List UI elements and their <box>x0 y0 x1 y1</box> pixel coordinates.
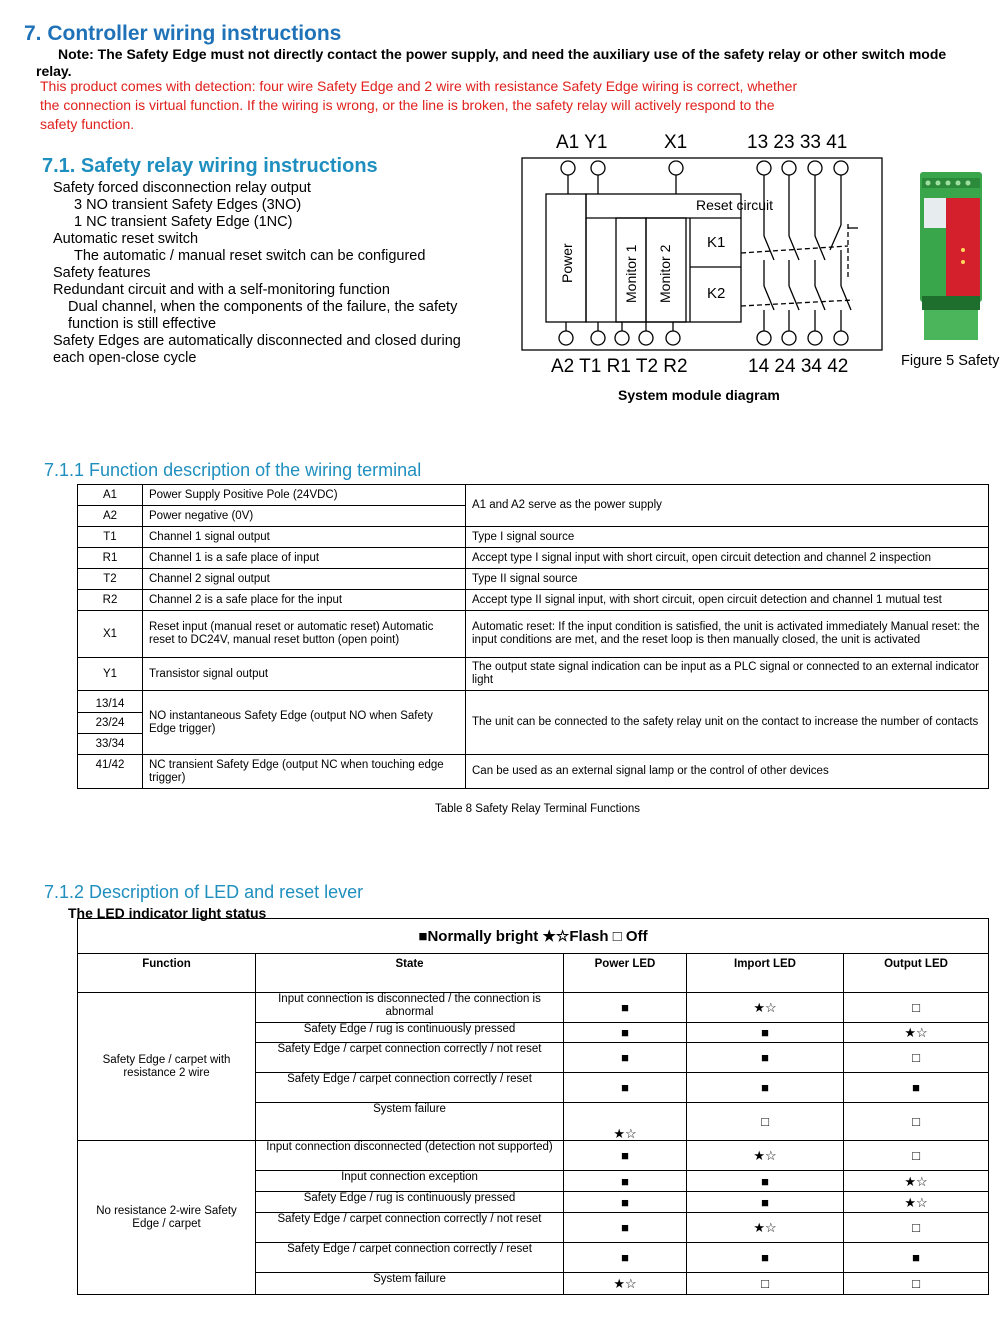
power-led-cell: ■ <box>564 1192 687 1213</box>
terminal-cell: A2 <box>78 506 143 527</box>
warning-text: This product comes with detection: four wire Safety Edge and 2 wire with resistance Safety Edge wiring is correct, whether the connection is virtual function. If the wiring is wrong, or the line is broken, the safety relay will actively respond to the safety function. <box>40 78 798 132</box>
name-cell: Channel 1 is a safe place of input <box>143 548 466 569</box>
k2-label: K2 <box>707 285 726 302</box>
terminal-cell: R2 <box>78 590 143 611</box>
terminal-cell: A1 <box>78 485 143 506</box>
terminal-cell: X1 <box>78 611 143 658</box>
terminal-t1 <box>591 331 605 345</box>
power-led-cell: ★☆ <box>564 1103 687 1141</box>
header-state: State <box>256 954 564 993</box>
led-table-title: The LED indicator light status <box>68 905 267 921</box>
diagram-label-bottom-contacts: 14 24 34 42 <box>748 356 849 377</box>
terminal-y1 <box>591 161 605 175</box>
table-row <box>78 919 989 954</box>
table-row <box>78 993 989 1023</box>
state-cell: System failure <box>256 1103 564 1141</box>
name-cell: NO instantaneous Safety Edge (output NO when Safety Edge trigger) <box>143 691 466 755</box>
output-led-cell: ■ <box>844 1073 989 1103</box>
output-led-cell: □ <box>844 1273 989 1295</box>
terminal-13 <box>757 161 771 175</box>
state-cell: Safety Edge / rug is continuously pressed <box>256 1192 564 1213</box>
output-led-cell: ■ <box>844 1243 989 1273</box>
desc-cell: Accept type I signal input with short circuit, open circuit detection and channel 2 inspection <box>466 548 989 569</box>
table-row <box>78 691 989 713</box>
table-row <box>78 590 989 611</box>
import-led-cell: ■ <box>687 1192 844 1213</box>
led-legend: ■Normally bright ★☆Flash □ Off <box>78 919 989 954</box>
import-led-cell: ★☆ <box>687 1213 844 1243</box>
state-cell: Safety Edge / carpet connection correctly / not reset <box>256 1043 564 1073</box>
list-item: Dual channel, when the components of the failure, the safety function is still effective <box>68 299 458 332</box>
header-function: Function <box>78 954 256 993</box>
list-item: Automatic reset switch <box>53 231 199 247</box>
terminal-41 <box>834 161 848 175</box>
state-cell: Safety Edge / carpet connection correctly / reset <box>256 1073 564 1103</box>
import-led-cell: ■ <box>687 1171 844 1192</box>
state-cell: Input connection exception <box>256 1171 564 1192</box>
output-led-cell: □ <box>844 1213 989 1243</box>
list-item: 1 NC transient Safety Edge (1NC) <box>74 214 293 230</box>
desc-cell: Automatic reset: If the input condition is satisfied, the unit is activated immediately Manual reset: the input conditions are met, and the reset loop is then manually closed, the unit is activated <box>466 611 989 658</box>
power-led-cell: ■ <box>564 1043 687 1073</box>
state-cell: Safety Edge / carpet connection correctly / reset <box>256 1243 564 1273</box>
note-text: Note: The Safety Edge must not directly contact the power supply, and need the auxiliary use of the safety relay or other switch mode relay. <box>36 46 947 79</box>
desc-cell: Can be used as an external signal lamp or the control of other devices <box>466 755 989 789</box>
table-header-row <box>78 954 989 993</box>
state-cell: Input connection disconnected (detection not supported) <box>256 1141 564 1171</box>
table-row <box>78 658 989 691</box>
output-led-cell: □ <box>844 1141 989 1171</box>
import-led-cell: ★☆ <box>687 993 844 1023</box>
list-item: 3 NO transient Safety Edges (3NO) <box>74 197 302 213</box>
power-led-cell: ■ <box>564 1171 687 1192</box>
system-module-diagram <box>518 128 888 383</box>
import-led-cell: ■ <box>687 1243 844 1273</box>
import-led-cell: □ <box>687 1273 844 1295</box>
power-led-cell: ★☆ <box>564 1273 687 1295</box>
table-row <box>78 485 989 506</box>
power-led-cell: ■ <box>564 1073 687 1103</box>
terminal-cell: 41/42 <box>78 755 143 789</box>
terminal-r1 <box>615 331 629 345</box>
state-cell: Input connection is disconnected / the connection is abnormal <box>256 993 564 1023</box>
terminal-23 <box>782 161 796 175</box>
power-label: Power <box>559 243 575 283</box>
output-led-cell: ★☆ <box>844 1192 989 1213</box>
list-item: Safety forced disconnection relay output <box>53 180 311 196</box>
state-cell: Safety Edge / rug is continuously pressed <box>256 1023 564 1043</box>
import-led-cell: □ <box>687 1103 844 1141</box>
terminal-14 <box>757 331 771 345</box>
name-cell: Power negative (0V) <box>143 506 466 527</box>
desc-cell: A1 and A2 serve as the power supply <box>466 485 989 527</box>
output-led-cell: □ <box>844 993 989 1023</box>
power-led-cell: ■ <box>564 1243 687 1273</box>
terminal-24 <box>782 331 796 345</box>
page-heading: 7. Controller wiring instructions <box>24 22 342 45</box>
header-import-led: Import LED <box>687 954 844 993</box>
diagram-label-a1y1: A1 Y1 <box>556 132 608 153</box>
table-row <box>78 527 989 548</box>
table-row <box>78 569 989 590</box>
section-711-title: 7.1.1 Function description of the wiring terminal <box>44 460 422 480</box>
list-item: Safety Edges are automatically disconnected and closed during each open-close cycle <box>53 333 461 366</box>
terminal-cell: R1 <box>78 548 143 569</box>
import-led-cell: ■ <box>687 1043 844 1073</box>
name-cell: Transistor signal output <box>143 658 466 691</box>
table-row <box>78 1141 989 1171</box>
diagram-caption: System module diagram <box>618 387 780 403</box>
desc-cell: The output state signal indication can be input as a PLC signal or connected to an external indicator light <box>466 658 989 691</box>
name-cell: Power Supply Positive Pole (24VDC) <box>143 485 466 506</box>
terminal-cell: 33/34 <box>78 734 143 755</box>
terminal-cell: 13/14 <box>78 691 143 713</box>
power-led-cell: ■ <box>564 1141 687 1171</box>
terminal-a1 <box>561 161 575 175</box>
name-cell: Channel 2 is a safe place for the input <box>143 590 466 611</box>
desc-cell: The unit can be connected to the safety relay unit on the contact to increase the number of contacts <box>466 691 989 755</box>
state-cell: Safety Edge / carpet connection correctly / not reset <box>256 1213 564 1243</box>
terminal-cell: 23/24 <box>78 713 143 734</box>
import-led-cell: ★☆ <box>687 1141 844 1171</box>
desc-cell: Type I signal source <box>466 527 989 548</box>
output-led-cell: □ <box>844 1043 989 1073</box>
k1-label: K1 <box>707 234 726 251</box>
diagram-label-top-contacts: 13 23 33 41 <box>747 132 848 153</box>
table-caption: Table 8 Safety Relay Terminal Functions <box>435 803 640 815</box>
monitor2-label: Monitor 2 <box>657 244 673 303</box>
table-row <box>78 611 989 658</box>
name-cell: Channel 2 signal output <box>143 569 466 590</box>
terminal-cell: T1 <box>78 527 143 548</box>
section-71-title: 7.1. Safety relay wiring instructions <box>42 155 378 177</box>
list-item: The automatic / manual reset switch can be configured <box>74 248 426 264</box>
output-led-cell: ★☆ <box>844 1171 989 1192</box>
table-row <box>78 755 989 789</box>
terminal-42 <box>834 331 848 345</box>
list-item: Redundant circuit and with a self-monitoring function <box>53 282 390 298</box>
header-output-led: Output LED <box>844 954 989 993</box>
terminal-34 <box>808 331 822 345</box>
state-cell: System failure <box>256 1273 564 1295</box>
terminal-r2 <box>666 331 680 345</box>
table-row <box>78 548 989 569</box>
name-cell: Channel 1 signal output <box>143 527 466 548</box>
terminal-a2 <box>559 331 573 345</box>
power-led-cell: ■ <box>564 1213 687 1243</box>
name-cell: NC transient Safety Edge (output NC when touching edge trigger) <box>143 755 466 789</box>
terminal-function-table <box>77 484 989 789</box>
power-led-cell: ■ <box>564 993 687 1023</box>
reset-circuit-label: Reset circuit <box>696 197 774 213</box>
terminal-x1 <box>669 161 683 175</box>
import-led-cell: ■ <box>687 1023 844 1043</box>
terminal-cell: T2 <box>78 569 143 590</box>
power-led-cell: ■ <box>564 1023 687 1043</box>
import-led-cell: ■ <box>687 1073 844 1103</box>
desc-cell: Type II signal source <box>466 569 989 590</box>
monitor1-label: Monitor 1 <box>623 244 639 303</box>
section-712-title: 7.1.2 Description of LED and reset lever <box>44 882 364 902</box>
name-cell: Reset input (manual reset or automatic reset) Automatic reset to DC24V, manual reset button (open point) <box>143 611 466 658</box>
terminal-t2 <box>639 331 653 345</box>
function-cell: No resistance 2-wire Safety Edge / carpet <box>78 1141 256 1295</box>
list-item: Safety features <box>53 265 151 281</box>
diagram-frame <box>522 158 882 350</box>
output-led-cell: ★☆ <box>844 1023 989 1043</box>
terminal-33 <box>808 161 822 175</box>
output-led-cell: □ <box>844 1103 989 1141</box>
figure-caption: Figure 5 Safety <box>901 353 1000 369</box>
desc-cell: Accept type II signal input, with short circuit, open circuit detection and channel 1 mutual test <box>466 590 989 611</box>
led-status-table <box>77 918 989 1295</box>
safety-relay-photo <box>916 170 986 345</box>
terminal-cell: Y1 <box>78 658 143 691</box>
header-power-led: Power LED <box>564 954 687 993</box>
diagram-label-bottom-left: A2 T1 R1 T2 R2 <box>551 356 688 377</box>
diagram-label-x1: X1 <box>664 132 688 153</box>
function-cell: Safety Edge / carpet with resistance 2 wire <box>78 993 256 1141</box>
section-71-list <box>53 180 483 367</box>
